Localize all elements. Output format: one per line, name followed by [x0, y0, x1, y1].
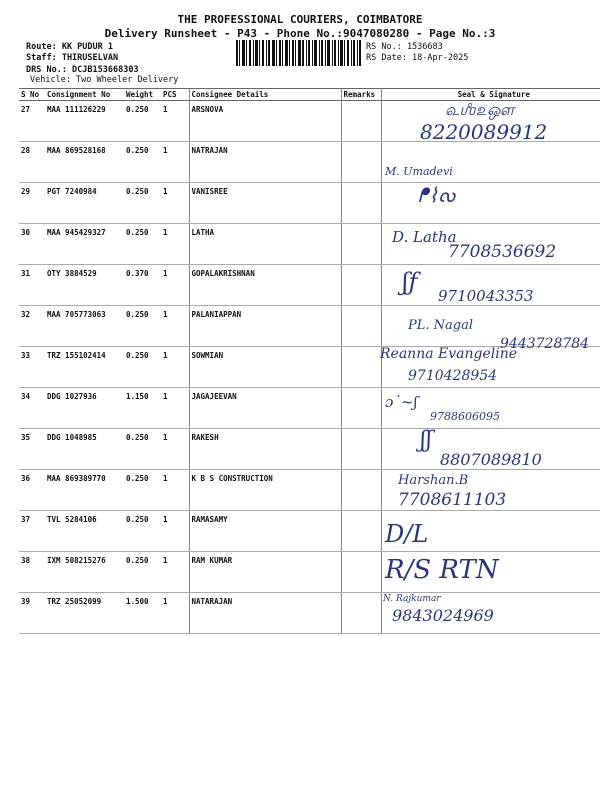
cell-signature: [381, 101, 600, 142]
cell-pcs: 1: [161, 224, 189, 265]
runsheet-subtitle: Delivery Runsheet - P43 - Phone No.:9047080280 - Page No.:3: [104, 27, 496, 40]
handwritten-phone: 9710043353: [438, 287, 534, 305]
cell-signature: [381, 593, 600, 634]
cell-consignment-no: MAA 705773063: [45, 306, 124, 347]
cell-weight: 0.250: [124, 101, 161, 142]
cell-pcs: 1: [161, 183, 189, 224]
cell-consignee: PALANIAPPAN: [189, 306, 341, 347]
cell-signature: [381, 552, 600, 593]
cell-weight: 0.250: [124, 552, 161, 593]
cell-consignment-no: MAA 869389770: [45, 470, 124, 511]
cell-consignment-no: OTY 3884529: [45, 265, 124, 306]
cell-pcs: 1: [161, 306, 189, 347]
cell-signature: [381, 388, 600, 429]
cell-consignee: RAKESH: [189, 429, 341, 470]
cell-sno: 27: [19, 101, 45, 142]
cell-signature: [381, 183, 600, 224]
handwritten-phone: 9843024969: [392, 606, 494, 625]
handwritten-tamil-signature: ௳ஶஂ௨ஔ: [445, 100, 515, 119]
table-row: [19, 101, 600, 142]
cell-signature: [381, 470, 600, 511]
handwritten-signature-mark: ʃƒ: [402, 268, 418, 296]
cell-sno: 32: [19, 306, 45, 347]
cell-sno: 39: [19, 593, 45, 634]
cell-sno: 31: [19, 265, 45, 306]
cell-pcs: 1: [161, 347, 189, 388]
cell-weight: 0.250: [124, 224, 161, 265]
cell-consignment-no: MAA 111126229: [45, 101, 124, 142]
handwritten-phone: 7708536692: [448, 242, 557, 262]
cell-remarks: [341, 470, 381, 511]
drs-label: DRS No.: DCJB153668303: [26, 65, 139, 75]
table-row: [19, 470, 600, 511]
cell-pcs: 1: [161, 388, 189, 429]
handwritten-phone: 9710428954: [408, 368, 498, 384]
cell-signature: [381, 347, 600, 388]
cell-consignment-no: TRZ 25052099: [45, 593, 124, 634]
table-row: [19, 552, 600, 593]
table-row: [19, 183, 600, 224]
cell-sno: 28: [19, 142, 45, 183]
handwritten-name: D. Latha: [392, 228, 457, 246]
handwritten-signature-mark: ɔ˙~ʃ: [385, 393, 418, 411]
cell-remarks: [341, 265, 381, 306]
cell-consignee: ARSNOVA: [189, 101, 341, 142]
cell-remarks: [341, 552, 381, 593]
handwritten-return-mark: R/S RTN: [385, 555, 499, 585]
handwritten-signature-mark: ʃʃ: [420, 428, 432, 453]
table-row: [19, 306, 600, 347]
table-row: [19, 142, 600, 183]
handwritten-delivery-mark: D/L: [385, 520, 429, 548]
cell-sno: 30: [19, 224, 45, 265]
cell-pcs: 1: [161, 142, 189, 183]
cell-remarks: [341, 306, 381, 347]
col-header-sno: S No: [19, 89, 45, 101]
cell-signature: [381, 429, 600, 470]
cell-remarks: [341, 593, 381, 634]
cell-pcs: 1: [161, 101, 189, 142]
cell-remarks: [341, 142, 381, 183]
cell-weight: 0.250: [124, 470, 161, 511]
cell-remarks: [341, 183, 381, 224]
cell-weight: 0.250: [124, 429, 161, 470]
cell-weight: 1.150: [124, 388, 161, 429]
cell-consignment-no: MAA 945429327: [45, 224, 124, 265]
cell-consignee: NATARAJAN: [189, 593, 341, 634]
table-row: [19, 593, 600, 634]
handwritten-name: M. Umadevi: [385, 165, 453, 178]
cell-consignment-no: TVL 5284106: [45, 511, 124, 552]
staff-label: Staff: THIRUSELVAN: [26, 53, 119, 63]
cell-sno: 38: [19, 552, 45, 593]
cell-consignment-no: TRZ 155102414: [45, 347, 124, 388]
cell-signature: [381, 511, 600, 552]
cell-sno: 37: [19, 511, 45, 552]
handwritten-name: PL. Nagal: [408, 318, 473, 333]
company-title: THE PROFESSIONAL COURIERS, COIMBATORE: [177, 13, 423, 26]
col-header-pcs: PCS: [161, 89, 189, 101]
cell-consignee: VANISREE: [189, 183, 341, 224]
vehicle-label: Vehicle: Two Wheeler Delivery: [30, 75, 179, 85]
cell-consignment-no: PGT 7240984: [45, 183, 124, 224]
cell-sno: 29: [19, 183, 45, 224]
cell-sno: 34: [19, 388, 45, 429]
cell-consignee: RAMASAMY: [189, 511, 341, 552]
handwritten-phone: 7708611103: [398, 490, 507, 510]
handwritten-name: N. Rajkumar: [383, 594, 441, 604]
cell-sno: 33: [19, 347, 45, 388]
rs-date: RS Date: 18-Apr-2025: [366, 53, 469, 63]
cell-signature: [381, 306, 600, 347]
cell-remarks: [341, 347, 381, 388]
handwritten-phone: 8807089810: [440, 450, 542, 469]
cell-weight: 0.250: [124, 183, 161, 224]
col-header-signature: Seal & Signature: [381, 89, 600, 101]
handwritten-phone: 8220089912: [420, 120, 548, 144]
cell-signature: [381, 142, 600, 183]
cell-remarks: [341, 388, 381, 429]
cell-sno: 36: [19, 470, 45, 511]
runsheet-table: [19, 88, 600, 634]
handwritten-signature-mark: ᖰ⌇ᔓ: [418, 183, 456, 207]
cell-consignment-no: IXM 508215276: [45, 552, 124, 593]
cell-pcs: 1: [161, 265, 189, 306]
cell-remarks: [341, 224, 381, 265]
cell-consignee: JAGAJEEVAN: [189, 388, 341, 429]
handwritten-phone: 9443728784: [500, 336, 590, 352]
cell-consignee: GOPALAKRISHNAN: [189, 265, 341, 306]
cell-remarks: [341, 511, 381, 552]
cell-pcs: 1: [161, 552, 189, 593]
table-row: [19, 511, 600, 552]
table-row: [19, 347, 600, 388]
cell-consignment-no: MAA 869528168: [45, 142, 124, 183]
cell-consignee: K B S CONSTRUCTION: [189, 470, 341, 511]
cell-weight: 0.250: [124, 306, 161, 347]
cell-pcs: 1: [161, 511, 189, 552]
cell-pcs: 1: [161, 593, 189, 634]
table-row: [19, 265, 600, 306]
table-row: [19, 388, 600, 429]
cell-pcs: 1: [161, 429, 189, 470]
table-row: [19, 224, 600, 265]
cell-weight: 1.500: [124, 593, 161, 634]
col-header-weight: Weight: [124, 89, 161, 101]
table-header-row: [19, 89, 600, 101]
cell-signature: [381, 265, 600, 306]
cell-consignee: RAM KUMAR: [189, 552, 341, 593]
cell-consignee: LATHA: [189, 224, 341, 265]
handwritten-name: Harshan.B: [398, 473, 469, 488]
cell-weight: 0.250: [124, 347, 161, 388]
handwritten-name: Reanna Evangeline: [380, 346, 517, 362]
cell-pcs: 1: [161, 470, 189, 511]
cell-consignee: NATRAJAN: [189, 142, 341, 183]
cell-weight: 0.250: [124, 511, 161, 552]
route-label: Route: KK PUDUR 1: [26, 42, 113, 52]
cell-consignment-no: DDG 1048985: [45, 429, 124, 470]
handwritten-phone: 9788606095: [430, 410, 500, 423]
col-header-consignment: Consignment No: [45, 89, 124, 101]
cell-weight: 0.370: [124, 265, 161, 306]
cell-remarks: [341, 101, 381, 142]
cell-consignee: SOWMIAN: [189, 347, 341, 388]
cell-sno: 35: [19, 429, 45, 470]
cell-consignment-no: DDG 1027936: [45, 388, 124, 429]
barcode-image: [236, 40, 361, 66]
cell-signature: [381, 224, 600, 265]
cell-remarks: [341, 429, 381, 470]
col-header-remarks: Remarks: [341, 89, 381, 101]
cell-weight: 0.250: [124, 142, 161, 183]
col-header-consignee: Consignee Details: [189, 89, 341, 101]
table-row: [19, 429, 600, 470]
rs-number: RS No.: 1536683: [366, 42, 443, 52]
